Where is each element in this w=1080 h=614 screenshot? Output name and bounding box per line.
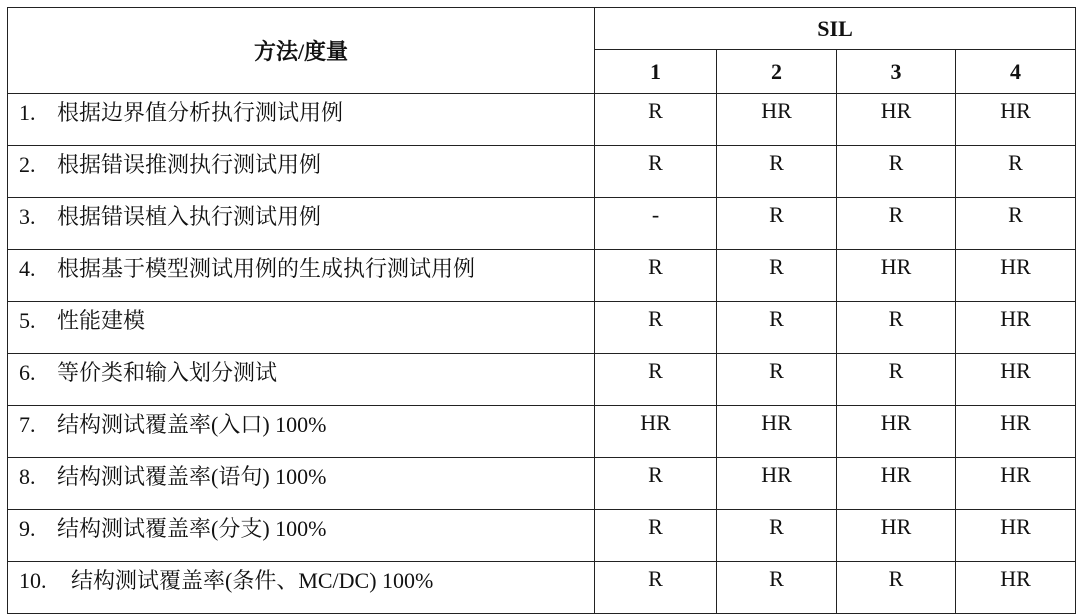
sil-value-cell: HR xyxy=(837,406,956,458)
method-cell xyxy=(8,458,595,510)
method-cell xyxy=(8,406,595,458)
sil-value-cell: R xyxy=(595,510,717,562)
sil-value-cell: HR xyxy=(595,406,717,458)
sil-column-header: SIL xyxy=(595,8,1076,50)
row-number: 5. xyxy=(19,308,36,333)
method-cell xyxy=(8,302,595,354)
sil-value-cell: R xyxy=(595,354,717,406)
sil-value-cell: HR xyxy=(956,94,1076,146)
row-number: 4. xyxy=(19,256,36,281)
sil-value-cell: HR xyxy=(717,458,837,510)
sil-value-cell: HR xyxy=(837,458,956,510)
sil-value-cell: HR xyxy=(837,250,956,302)
sil-value-cell: R xyxy=(595,94,717,146)
sil-level-header: 4 xyxy=(956,50,1076,94)
header-row-sil xyxy=(8,8,1076,50)
method-cell xyxy=(8,146,595,198)
sil-value-cell: HR xyxy=(837,510,956,562)
sil-value-cell: HR xyxy=(717,406,837,458)
sil-value-cell: HR xyxy=(956,406,1076,458)
table-row xyxy=(8,198,1076,250)
sil-value-cell: HR xyxy=(717,94,837,146)
table-row xyxy=(8,354,1076,406)
row-number: 2. xyxy=(19,152,36,177)
cut-off-following-text xyxy=(7,578,1075,587)
table-row xyxy=(8,510,1076,562)
method-cell xyxy=(8,562,595,614)
table-row xyxy=(8,458,1076,510)
sil-value-cell: R xyxy=(837,562,956,614)
sil-methods-table xyxy=(7,7,1076,614)
method-label: 根据错误推测执行测试用例 xyxy=(57,152,322,177)
sil-value-cell: R xyxy=(837,302,956,354)
sil-value-cell: R xyxy=(595,146,717,198)
sil-value-cell: HR xyxy=(956,302,1076,354)
sil-value-cell: HR xyxy=(956,458,1076,510)
method-cell xyxy=(8,510,595,562)
method-column-header: 方法/度量 xyxy=(8,8,595,94)
method-label: 结构测试覆盖率(分支) 100% xyxy=(57,516,327,541)
sil-value-cell: R xyxy=(717,146,837,198)
sil-value-cell: HR xyxy=(956,354,1076,406)
method-cell xyxy=(8,94,595,146)
sil-level-header: 3 xyxy=(837,50,956,94)
row-number: 7. xyxy=(19,412,36,437)
sil-value-cell: R xyxy=(717,510,837,562)
row-number: 9. xyxy=(19,516,36,541)
sil-value-cell: R xyxy=(717,302,837,354)
sil-value-cell: R xyxy=(717,198,837,250)
sil-value-cell: HR xyxy=(956,250,1076,302)
table-row xyxy=(8,250,1076,302)
sil-value-cell: R xyxy=(595,250,717,302)
sil-value-cell: HR xyxy=(956,562,1076,614)
method-label: 根据错误植入执行测试用例 xyxy=(57,204,322,229)
sil-value-cell: HR xyxy=(956,510,1076,562)
sil-value-cell: R xyxy=(595,302,717,354)
sil-value-cell: R xyxy=(595,458,717,510)
method-label: 性能建模 xyxy=(57,308,146,333)
table-row xyxy=(8,562,1076,614)
table-row xyxy=(8,146,1076,198)
method-cell xyxy=(8,250,595,302)
sil-value-cell: R xyxy=(595,562,717,614)
sil-value-cell: R xyxy=(717,354,837,406)
sil-level-header: 1 xyxy=(595,50,717,94)
sil-value-cell: R xyxy=(837,198,956,250)
method-label: 结构测试覆盖率(语句) 100% xyxy=(57,464,327,489)
method-label: 根据基于模型测试用例的生成执行测试用例 xyxy=(57,256,476,281)
sil-value-cell: - xyxy=(595,198,717,250)
table-row xyxy=(8,302,1076,354)
sil-value-cell: HR xyxy=(837,94,956,146)
method-label: 结构测试覆盖率(条件、MC/DC) 100% xyxy=(71,568,434,593)
sil-value-cell: R xyxy=(837,146,956,198)
method-cell xyxy=(8,354,595,406)
table-row xyxy=(8,406,1076,458)
sil-value-cell: R xyxy=(956,146,1076,198)
sil-value-cell: R xyxy=(956,198,1076,250)
table-row xyxy=(8,94,1076,146)
row-number: 3. xyxy=(19,204,36,229)
sil-value-cell: R xyxy=(717,562,837,614)
method-cell xyxy=(8,198,595,250)
sil-level-header: 2 xyxy=(717,50,837,94)
row-number: 1. xyxy=(19,100,36,125)
row-number: 10. xyxy=(19,568,47,593)
method-label: 结构测试覆盖率(入口) 100% xyxy=(57,412,327,437)
row-number: 8. xyxy=(19,464,36,489)
sil-value-cell: R xyxy=(717,250,837,302)
sil-value-cell: R xyxy=(837,354,956,406)
row-number: 6. xyxy=(19,360,36,385)
method-label: 等价类和输入划分测试 xyxy=(57,360,278,385)
method-label: 根据边界值分析执行测试用例 xyxy=(57,100,344,125)
